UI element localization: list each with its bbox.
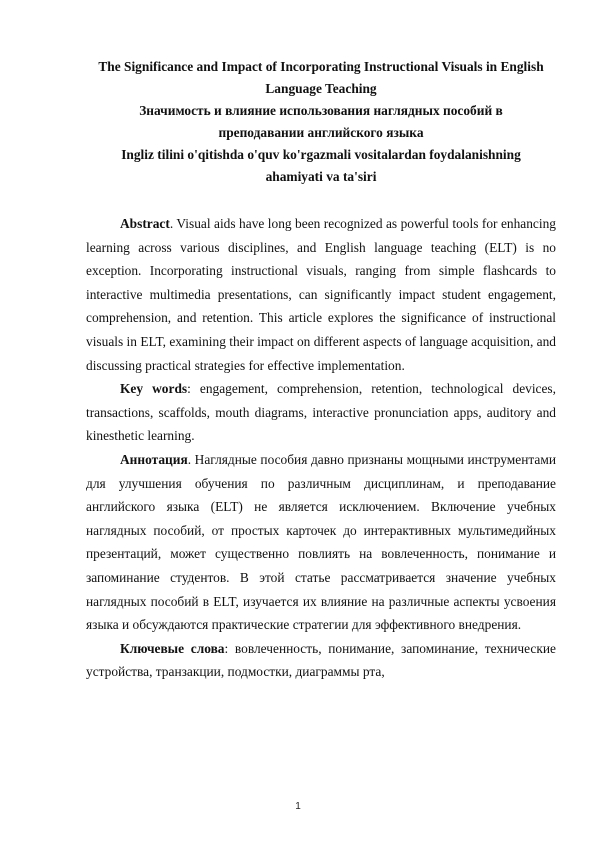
keywords-ru-label: Ключевые слова [120,640,225,656]
abstract-english [86,212,556,377]
paper-page [86,56,556,684]
annotation-text: . Наглядные пособия давно признаны мощными инструментами для улучшения обучения по различным дисциплинам, и преподавание английского языка (ELT) не является исключением. Включение учебных наглядных пособий, от простых карточек до интерактивных мультимедийных презентаций, может существенно повлиять на вовлеченность, понимание и запоминание студентов. В этой статье рассматривается значение учебных наглядных пособий в ELT, изучается их влияние на различные аспекты усвоения языка и обсуждаются практические стратегии для эффективного внедрения. [86,451,556,633]
keywords-text: : engagement, comprehension, retention, technological devices, transactions, scaffolds, mouth diagrams, interactive pronunciation apps, auditory and kinesthetic learning. [86,381,556,444]
keywords-english [86,377,556,448]
russian-title: Значимость и влияние использования наглядных пособий в преподавании английского языка [139,103,503,140]
annotation-label: Аннотация [120,451,188,467]
uzbek-title: Ingliz tilini o'qitishda o'quv ko'rgazmali vositalardan foydalanishning ahamiyati va ta'siri [121,147,521,184]
english-title: The Significance and Impact of Incorporating Instructional Visuals in English Language Teaching [98,59,544,96]
abstract-label: Abstract [120,216,170,231]
keywords-ru-text: : вовлеченность, понимание, запоминание, технические устройства, транзакции, подмостки, диаграммы рта, [86,640,556,680]
keywords-russian [86,637,556,684]
section-spacer [86,188,556,212]
abstract-russian [86,448,556,637]
keywords-label: Key words [120,381,188,397]
page-number: 1 [295,801,301,812]
abstract-text: . Visual aids have long been recognized as powerful tools for enhancing learning across various disciplines, and English language teaching (ELT) is no exception. Incorporating instructional visuals, ranging from simple flashcards to interactive multimedia presentations, can significantly impact student engagement, comprehension, and retention. This article explores the significance of instructional visuals in ELT, examining their impact on different aspects of language acquisition, and discussing practical strategies for effective implementation. [86,216,556,373]
